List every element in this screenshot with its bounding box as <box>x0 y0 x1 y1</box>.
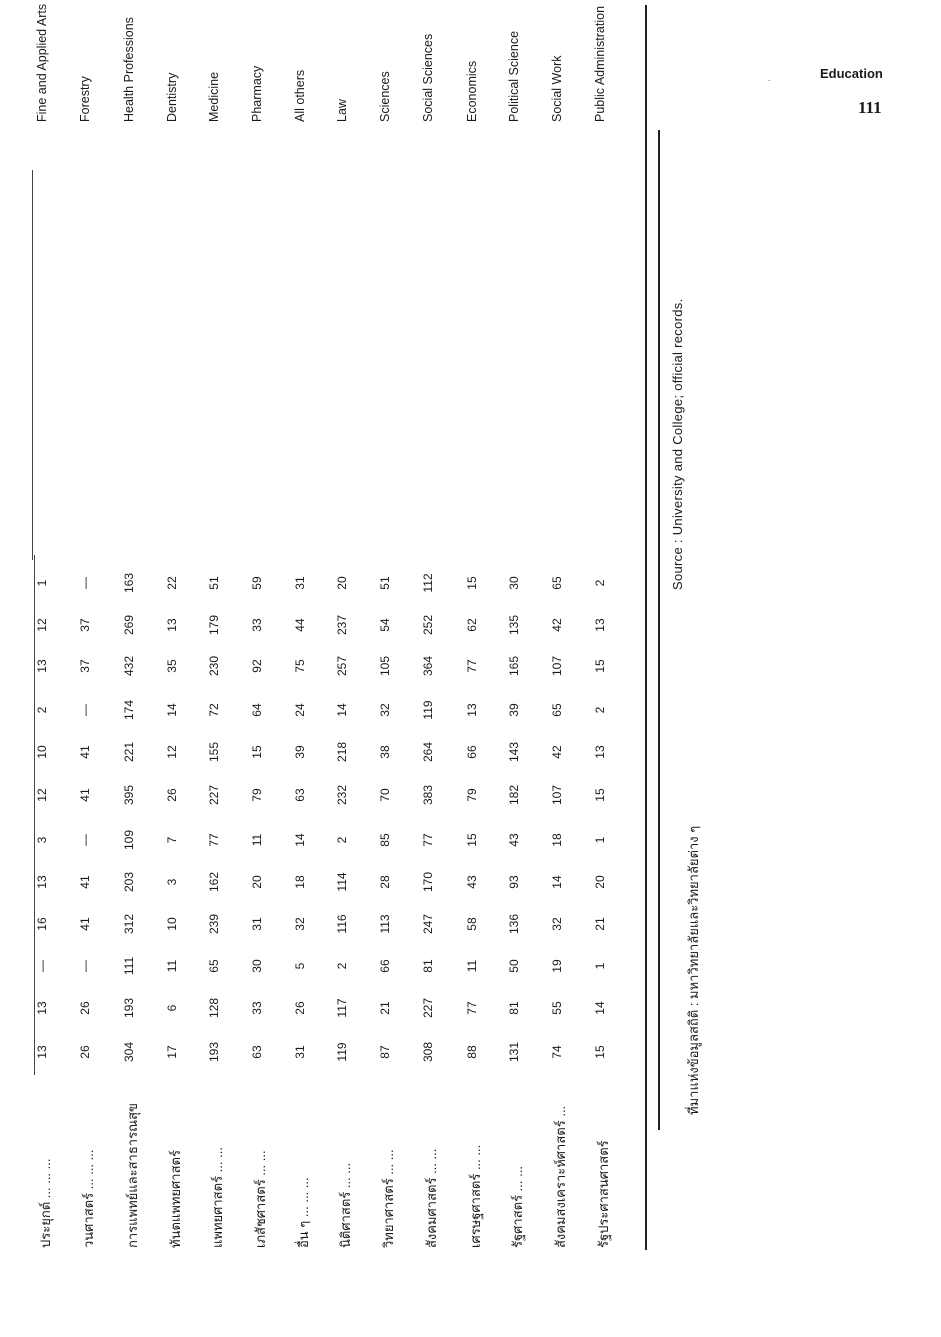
table-row <box>507 5 547 1250</box>
table-cell: 31 <box>293 1045 307 1059</box>
table-cell: 32 <box>293 917 307 931</box>
table-cell: 51 <box>207 576 221 590</box>
table-cell: 17 <box>165 1045 179 1059</box>
table-cell: 155 <box>207 741 221 763</box>
table-cell: 77 <box>421 833 435 847</box>
table-cell: 252 <box>421 614 435 636</box>
table-cell: 227 <box>207 784 221 806</box>
table-cell: 247 <box>421 913 435 935</box>
table-cell: 11 <box>165 959 179 973</box>
table-cell: 43 <box>507 833 521 847</box>
row-label-english: Public Administration <box>593 5 607 122</box>
table-cell: 26 <box>78 1001 92 1015</box>
table-cell: 165 <box>507 655 521 677</box>
table-cell: 13 <box>165 618 179 632</box>
table-cell: 304 <box>122 1041 136 1063</box>
table-cell: 37 <box>78 659 92 673</box>
table-cell: 41 <box>78 917 92 931</box>
row-label-english: Social Work <box>550 55 564 122</box>
table-cell: 143 <box>507 741 521 763</box>
table-cell: 13 <box>593 745 607 759</box>
table-cell: 62 <box>465 618 479 632</box>
table-cell: 85 <box>378 833 392 847</box>
table-row <box>207 5 247 1250</box>
row-label-english: Fine and Applied Arts <box>35 3 49 122</box>
table-cell: 43 <box>465 875 479 889</box>
source-note-thai: ที่มาแห่งข้อมูลสถิติ : มหาวิทยาลัยและวิทยาลัยต่าง ๆ <box>686 825 701 1115</box>
table-cell: 16 <box>35 917 49 931</box>
table-cell: 33 <box>250 1001 264 1015</box>
table-cell: 136 <box>507 913 521 935</box>
table-cell: 30 <box>507 576 521 590</box>
table-cell: — <box>78 834 92 846</box>
table-cell: 32 <box>550 917 564 931</box>
table-cell: 65 <box>550 703 564 717</box>
table-row <box>465 5 505 1250</box>
table-cell: 230 <box>207 655 221 677</box>
table-cell: 2 <box>335 962 349 970</box>
table-cell: 55 <box>550 1001 564 1015</box>
table-cell: 32 <box>378 703 392 717</box>
row-label-english: Social Sciences <box>421 33 435 122</box>
row-label-english: Medicine <box>207 71 221 122</box>
row-label-thai: ประยุกต์ ... ... ... <box>38 1158 53 1248</box>
table-row <box>593 5 633 1250</box>
table-cell: 264 <box>421 741 435 763</box>
table-cell: 239 <box>207 913 221 935</box>
table-cell: 179 <box>207 614 221 636</box>
table-cell: 15 <box>250 745 264 759</box>
table-cell: 109 <box>122 829 136 851</box>
column-group-rule <box>34 945 35 1075</box>
table-row <box>250 5 290 1250</box>
row-label-thai: แพทยศาสตร์ ... ... <box>210 1147 225 1248</box>
source-note-english: Source : University and College; official records. <box>670 298 685 590</box>
row-label-thai: เศรษฐศาสตร์ ... ... <box>468 1144 483 1248</box>
table-cell: 2 <box>335 836 349 844</box>
table-cell: 163 <box>122 572 136 594</box>
table-cell: 116 <box>335 914 349 934</box>
table-cell: 13 <box>35 1045 49 1059</box>
table-cell: 114 <box>335 872 349 892</box>
row-label-english: Forestry <box>78 76 92 122</box>
row-label-thai: สังคมสงเคราะห์ศาสตร์ ... <box>553 1105 568 1248</box>
table-cell: 15 <box>465 576 479 590</box>
column-group-rule <box>34 815 35 945</box>
row-label-thai: สังคมศาสตร์ ... ... <box>424 1148 439 1248</box>
table-cell: 63 <box>250 1045 264 1059</box>
table-cell: 14 <box>550 875 564 889</box>
table-cell: 193 <box>207 1041 221 1063</box>
table-cell: 92 <box>250 659 264 673</box>
table-cell: 20 <box>335 576 349 590</box>
table-cell: 128 <box>207 997 221 1019</box>
table-cell: 11 <box>465 959 479 973</box>
table-cell: 81 <box>421 959 435 973</box>
row-label-thai: วิทยาศาสตร์ ... ... <box>381 1149 396 1248</box>
table-cell: 15 <box>593 1045 607 1059</box>
table-cell: 81 <box>507 1001 521 1015</box>
row-label-english: Dentistry <box>165 72 179 122</box>
table-cell: 107 <box>550 784 564 806</box>
table-cell: 5 <box>293 962 307 970</box>
table-cell: 50 <box>507 959 521 973</box>
table-cell: 21 <box>378 1001 392 1015</box>
table-cell: 119 <box>335 1042 349 1062</box>
table-cell: 18 <box>550 833 564 847</box>
column-group-rule <box>32 170 33 300</box>
table-cell: 14 <box>335 703 349 717</box>
row-label-thai: นิติศาสตร์ ... ... <box>338 1162 353 1248</box>
table-cell: 432 <box>122 655 136 677</box>
table-cell: — <box>78 960 92 972</box>
table-cell: 21 <box>593 917 607 931</box>
table-row <box>421 5 461 1250</box>
row-label-english: Sciences <box>378 71 392 122</box>
table-row <box>378 5 418 1250</box>
table-cell: 64 <box>250 703 264 717</box>
table-cell: 51 <box>378 576 392 590</box>
table-cell: 11 <box>250 833 264 847</box>
table-cell: 72 <box>207 703 221 717</box>
table-cell: 1 <box>593 836 607 844</box>
table-cell: 193 <box>122 997 136 1019</box>
table-cell: 312 <box>122 913 136 935</box>
table-cell: 87 <box>378 1045 392 1059</box>
table-cell: 79 <box>250 788 264 802</box>
table-cell: 42 <box>550 745 564 759</box>
table-cell: 88 <box>465 1045 479 1059</box>
column-group-rule <box>32 430 33 560</box>
table-cell: 30 <box>250 959 264 973</box>
table-cell: 15 <box>465 833 479 847</box>
table-cell: 131 <box>507 1041 521 1063</box>
table-cell: 65 <box>550 576 564 590</box>
table-row <box>122 5 162 1250</box>
column-group-rule <box>32 300 33 430</box>
table-cell: 26 <box>293 1001 307 1015</box>
column-group-rule <box>34 685 35 815</box>
table-cell: 12 <box>35 618 49 632</box>
table-cell: 1 <box>35 579 49 587</box>
table-cell: 3 <box>165 878 179 886</box>
row-label-thai: ทันตแพทยศาสตร์ <box>168 1150 183 1248</box>
table-cell: 65 <box>207 959 221 973</box>
table-row <box>78 5 118 1250</box>
table-cell: 31 <box>293 576 307 590</box>
table-cell: 364 <box>421 655 435 677</box>
table-cell: 227 <box>421 997 435 1019</box>
table-cell: 59 <box>250 576 264 590</box>
table-cell: — <box>78 577 92 589</box>
table-cell: 58 <box>465 917 479 931</box>
stray-dot: . <box>768 74 771 83</box>
table-cell: 20 <box>250 875 264 889</box>
table-cell: 10 <box>35 745 49 759</box>
row-label-thai: เภสัชศาสตร์ ... ... <box>253 1150 268 1248</box>
table-cell: 66 <box>465 745 479 759</box>
table-cell: 35 <box>165 659 179 673</box>
table-cell: 2 <box>593 579 607 587</box>
table-cell: 113 <box>378 914 392 934</box>
table-cell: 66 <box>378 959 392 973</box>
table-cell: 3 <box>35 836 49 844</box>
table-cell: 12 <box>35 788 49 802</box>
table-cell: 383 <box>421 784 435 806</box>
table-cell: 395 <box>122 784 136 806</box>
table-cell: 13 <box>35 1001 49 1015</box>
table-cell: 13 <box>35 659 49 673</box>
table-cell: 221 <box>122 741 136 763</box>
table-cell: 20 <box>593 875 607 889</box>
table-cell: 19 <box>550 959 564 973</box>
column-group-rule <box>34 555 35 685</box>
table-cell: 237 <box>335 614 349 636</box>
table-cell: 107 <box>550 655 564 677</box>
table-cell: 79 <box>465 788 479 802</box>
table-cell: 28 <box>378 875 392 889</box>
table-cell: 33 <box>250 618 264 632</box>
row-label-english: Economics <box>465 60 479 122</box>
table-cell: 6 <box>165 1004 179 1012</box>
table-cell: 203 <box>122 871 136 893</box>
table-cell: 39 <box>507 703 521 717</box>
table-cell: 117 <box>335 998 349 1018</box>
table-cell: 14 <box>165 703 179 717</box>
row-label-english: Law <box>335 99 349 122</box>
table-cell: 308 <box>421 1041 435 1063</box>
table-cell: 112 <box>421 573 435 593</box>
row-label-thai: อื่น ๆ ... ... ... <box>296 1177 311 1248</box>
table-row <box>293 5 333 1250</box>
table-cell: 257 <box>335 655 349 677</box>
table-cell: 14 <box>593 1001 607 1015</box>
table-cell: 218 <box>335 741 349 763</box>
table-cell: — <box>35 960 49 972</box>
table-cell: 42 <box>550 618 564 632</box>
row-label-thai: การแพทย์และสาธารณสุข <box>125 1103 140 1248</box>
table-cell: 37 <box>78 618 92 632</box>
table-cell: 232 <box>335 784 349 806</box>
table-cell: 54 <box>378 618 392 632</box>
table-cell: 31 <box>250 917 264 931</box>
row-label-thai: วนศาสตร์ ... ... ... <box>81 1149 96 1248</box>
table-cell: 26 <box>165 788 179 802</box>
table-cell: 41 <box>78 788 92 802</box>
table-cell: 119 <box>421 700 435 720</box>
table-cell: 44 <box>293 618 307 632</box>
table-cell: 14 <box>293 833 307 847</box>
table-row <box>165 5 205 1250</box>
table-row <box>550 5 590 1250</box>
row-label-english: All others <box>293 69 307 122</box>
table-cell: 182 <box>507 784 521 806</box>
row-label-thai: รัฐประศาสนศาสตร์ <box>596 1140 611 1248</box>
table-cell: 269 <box>122 614 136 636</box>
table-cell: 77 <box>465 659 479 673</box>
row-label-english: Pharmacy <box>250 65 264 122</box>
table-cell: 24 <box>293 703 307 717</box>
table-bottom-rule <box>645 5 647 1250</box>
row-label-thai: รัฐศาสตร์ ... ... <box>510 1166 525 1248</box>
table-cell: 12 <box>165 745 179 759</box>
table-cell: 7 <box>165 836 179 844</box>
row-label-english: Health Professions <box>122 17 136 122</box>
page-number: 111 <box>858 98 882 117</box>
table-cell: 111 <box>122 956 136 976</box>
table-cell: 77 <box>465 1001 479 1015</box>
table-cell: 22 <box>165 576 179 590</box>
table-cell: 26 <box>78 1045 92 1059</box>
table-cell: 13 <box>35 875 49 889</box>
table-cell: — <box>78 704 92 716</box>
table-cell: 15 <box>593 788 607 802</box>
table-cell: 75 <box>293 659 307 673</box>
table-cell: 105 <box>378 655 392 677</box>
rotated-table <box>30 5 750 1250</box>
table-cell: 39 <box>293 745 307 759</box>
table-cell: 70 <box>378 788 392 802</box>
table-cell: 2 <box>35 706 49 714</box>
row-label-english: Political Science <box>507 30 521 122</box>
table-right-rule <box>658 130 660 1130</box>
table-cell: 170 <box>421 871 435 893</box>
table-cell: 15 <box>593 659 607 673</box>
table-row <box>35 5 75 1250</box>
table-cell: 162 <box>207 871 221 893</box>
table-cell: 77 <box>207 833 221 847</box>
table-cell: 1 <box>593 962 607 970</box>
table-cell: 93 <box>507 875 521 889</box>
table-cell: 174 <box>122 699 136 721</box>
table-cell: 38 <box>378 745 392 759</box>
table-cell: 2 <box>593 706 607 714</box>
table-cell: 63 <box>293 788 307 802</box>
table-cell: 41 <box>78 745 92 759</box>
table-cell: 135 <box>507 614 521 636</box>
table-cell: 41 <box>78 875 92 889</box>
table-cell: 13 <box>593 618 607 632</box>
table-cell: 18 <box>293 875 307 889</box>
table-cell: 74 <box>550 1045 564 1059</box>
table-cell: 10 <box>165 917 179 931</box>
table-cell: 13 <box>465 703 479 717</box>
table-row <box>335 5 375 1250</box>
section-title: Education <box>820 66 883 81</box>
